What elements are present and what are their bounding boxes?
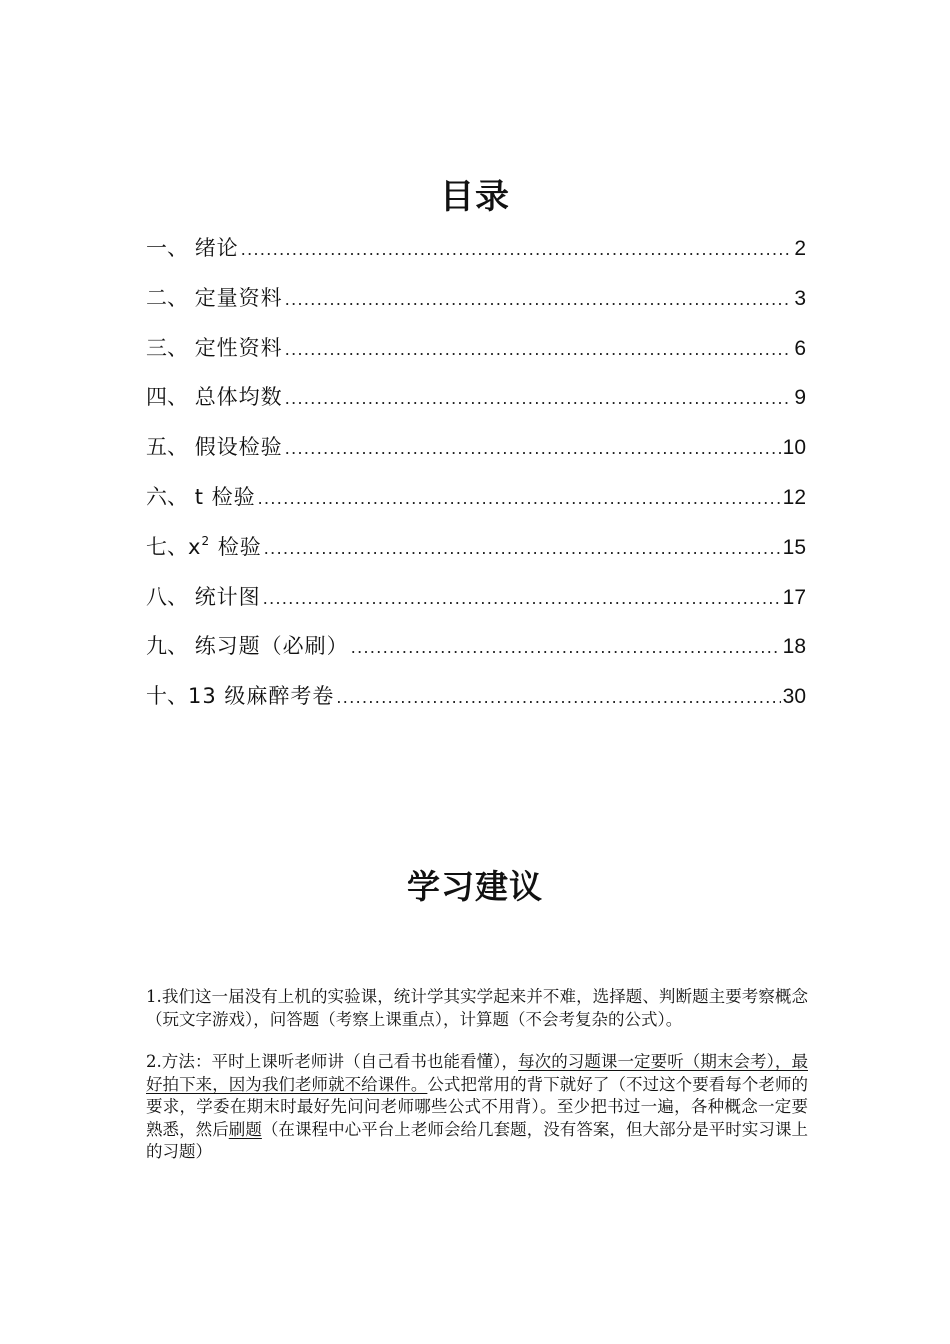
toc-entry-number: 五、: [146, 435, 188, 460]
toc-entry-number: 三、: [146, 335, 188, 360]
toc-entry-10[interactable]: [146, 672, 806, 722]
toc-entry-title: t 检验: [194, 484, 256, 509]
advice-paragraph-2: [146, 1051, 808, 1164]
toc-entry-number: 八、: [146, 584, 188, 609]
toc-entry-title: 绪论: [194, 236, 239, 260]
toc-dot-leader: [336, 673, 780, 723]
advice-p2-underlined-practice: 刷题: [228, 1119, 262, 1139]
toc-entry-9[interactable]: [146, 622, 806, 672]
toc-entry-7[interactable]: [146, 523, 806, 573]
advice-title: 学习建议: [407, 867, 543, 906]
toc-entry-page: 9: [794, 386, 806, 410]
toc-entry-8[interactable]: [146, 573, 806, 623]
advice-p2-text: 2.方法：平时上课听老师讲（自己看书也能看懂），: [146, 1052, 519, 1071]
superscript-two: 2: [201, 533, 211, 548]
toc-entry-number: 四、: [146, 385, 188, 410]
toc-entry-page: 2: [794, 237, 806, 260]
advice-p2-underlined-exercise-class: 每次的习题课一定要听（期末会考），最好拍下来，因为我们老师就不给课件。: [146, 1052, 808, 1094]
toc-dot-leader: [285, 325, 793, 375]
toc-entry-title: 总体均数: [194, 385, 283, 410]
toc-entry-3[interactable]: [146, 324, 806, 374]
toc-entry-title: 统计图: [194, 584, 261, 609]
toc-entry-title: 定量资料: [194, 285, 283, 310]
toc-entry-title: 练习题（必刷）: [194, 634, 349, 659]
toc-entry-1[interactable]: [146, 224, 806, 274]
toc-entry-title: 定性资料: [194, 335, 283, 360]
toc-entry-number: 十、: [146, 684, 188, 709]
toc-dot-leader: [241, 225, 793, 275]
toc-entry-number: 七、: [146, 534, 188, 559]
toc-entry-page: 30: [782, 685, 806, 709]
toc-entry-page: 17: [782, 585, 806, 609]
toc-title: 目录: [440, 177, 510, 217]
advice-paragraph-1: 1.我们这一届没有上机的实验课，统计学其实学起来并不难，选择题、判断题主要考察概念（玩文字游戏），问答题（考察上课重点），计算题（不会考复杂的公式）。: [146, 987, 808, 1029]
toc-dot-leader: [258, 474, 781, 524]
toc-entry-title: 13 级麻醉考卷: [188, 684, 335, 709]
toc-entry-page: 3: [794, 286, 806, 310]
toc-entry-title-suffix: 检验: [210, 534, 262, 559]
toc-entry-5[interactable]: [146, 423, 806, 473]
toc-entry-page: 6: [794, 336, 806, 360]
advice-body: [146, 986, 808, 1184]
toc-dot-leader: [285, 275, 793, 325]
toc-entry-6[interactable]: [146, 473, 806, 523]
toc-entry-2[interactable]: [146, 274, 806, 324]
toc-entry-page: 15: [782, 535, 806, 559]
toc-dot-leader: [264, 524, 781, 574]
toc-dot-leader: [263, 574, 781, 624]
toc-dot-leader: [351, 623, 781, 673]
toc-entry-title: [188, 523, 262, 573]
advice-p2-text: 公式把常用的背下就好了（不过这个要看每个老师的要求，学委在期末时最好先问问老师哪些公式不用背）。至少把书过一遍，各种概念一定要熟悉，然后: [146, 1074, 809, 1139]
toc-entry-page: 18: [782, 635, 806, 659]
toc-entry-number: 一、: [146, 236, 188, 260]
toc-dot-leader: [285, 374, 793, 424]
toc-entry-title: 假设检验: [194, 435, 283, 460]
table-of-contents: [146, 224, 806, 722]
toc-entry-title-main: x: [188, 534, 202, 559]
advice-p2-text: （在课程中心平台上老师会给几套题，没有答案，但大部分是平时实习课上的习题）: [146, 1119, 809, 1161]
toc-entry-page: 12: [782, 485, 806, 509]
toc-dot-leader: [285, 424, 781, 474]
toc-entry-number: 九、: [146, 634, 188, 659]
toc-entry-number: 二、: [146, 285, 188, 310]
toc-entry-page: 10: [782, 436, 806, 460]
toc-entry-4[interactable]: [146, 373, 806, 423]
toc-entry-number: 六、: [146, 484, 188, 509]
